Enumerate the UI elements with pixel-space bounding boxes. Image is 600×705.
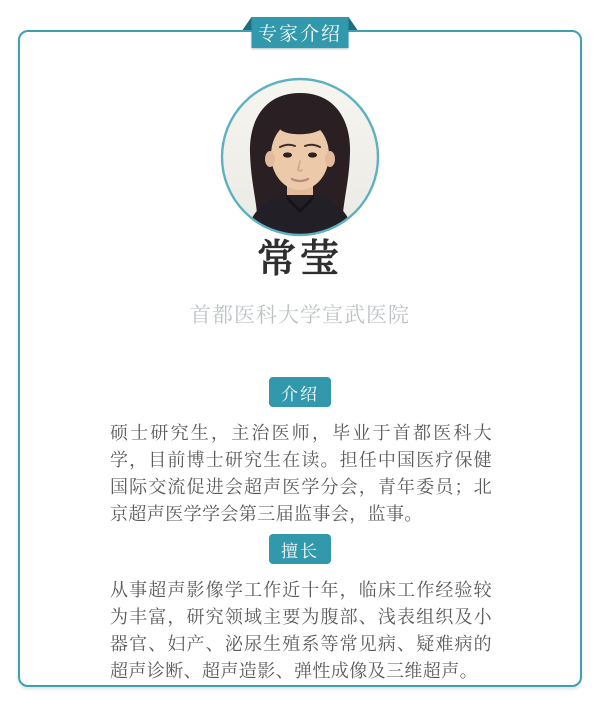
avatar	[220, 77, 380, 237]
ribbon-fold-left-icon	[243, 17, 252, 30]
section-badge-intro-label: 介绍	[281, 384, 319, 404]
ribbon-fold-right-icon	[349, 17, 358, 30]
expert-affiliation: 首都医科大学宣武医院	[190, 304, 410, 327]
section-badge-specialty-label: 擅长	[281, 541, 319, 561]
expert-name: 常莹	[256, 238, 343, 281]
intro-paragraph: 硕士研究生，主治医师，毕业于首都医科大学，目前博士研究生在读。担任中国医疗保健国际交流促进会超声医学分会，青年委员；北京超声医学学会第三届监事会，监事。	[110, 423, 492, 524]
header-ribbon	[252, 17, 349, 48]
header-ribbon-title: 专家介绍	[257, 24, 342, 45]
section-badge-intro	[269, 377, 331, 407]
portrait-photo-icon	[220, 77, 380, 237]
section-badge-specialty	[269, 534, 331, 564]
specialty-paragraph: 从事超声影像学工作近十年，临床工作经验较为丰富，研究领域主要为腹部、浅表组织及小器官、妇产、泌尿生殖系等常见病、疑难病的超声诊断、超声造影、弹性成像及三维超声。	[110, 580, 492, 681]
